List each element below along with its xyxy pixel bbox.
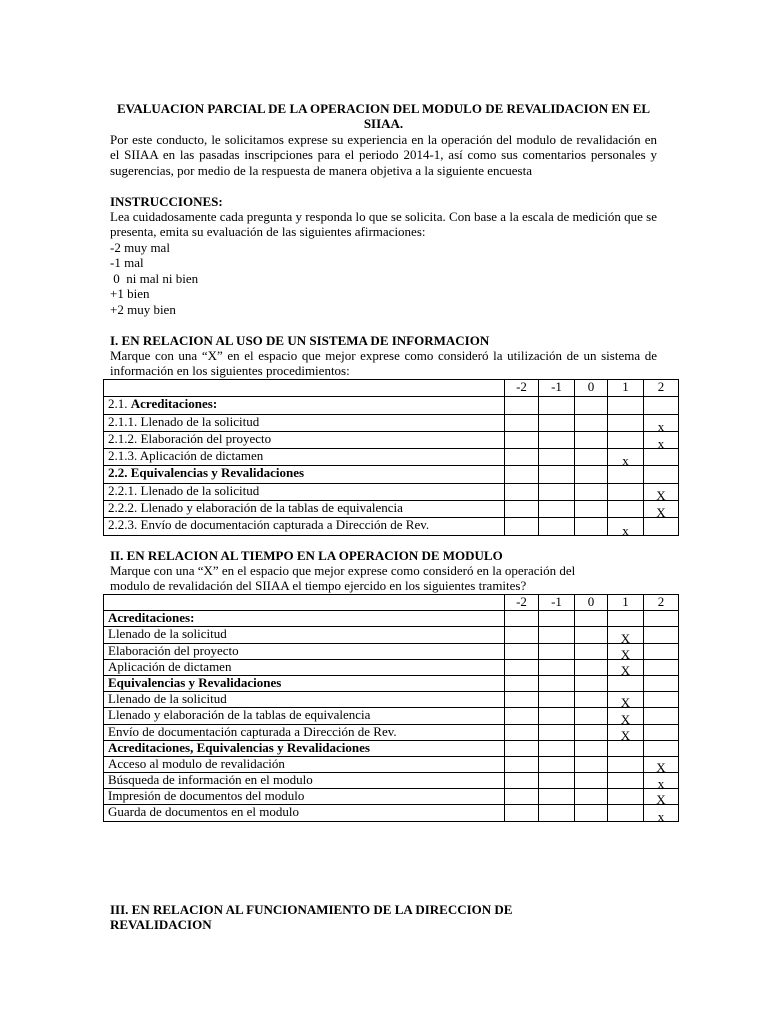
rating-mark: X bbox=[656, 760, 666, 773]
scale-column-header: 2 bbox=[644, 595, 679, 611]
row-label: Llenado y elaboración de la tablas de equivalencia bbox=[104, 708, 505, 724]
rating-cell[interactable] bbox=[539, 397, 575, 414]
rating-mark: X bbox=[620, 630, 631, 644]
rating-cell[interactable] bbox=[575, 724, 608, 740]
group-heading: Equivalencias y Revalidaciones bbox=[108, 675, 282, 690]
rating-cell[interactable] bbox=[575, 397, 608, 414]
section2-table bbox=[103, 594, 679, 822]
rating-cell[interactable] bbox=[505, 692, 539, 708]
table-row bbox=[104, 740, 679, 756]
scale-item: 0 ni mal ni bien bbox=[110, 270, 199, 286]
rating-cell[interactable] bbox=[608, 397, 644, 414]
table-row bbox=[104, 643, 679, 659]
rating-cell[interactable] bbox=[539, 659, 575, 675]
rating-cell[interactable] bbox=[505, 414, 539, 431]
rating-cell[interactable] bbox=[539, 740, 575, 756]
rating-cell[interactable] bbox=[505, 611, 539, 627]
group-heading: Acreditaciones, Equivalencias y Revalidaciones bbox=[108, 740, 370, 755]
row-label: 2.1.2. Elaboración del proyecto bbox=[104, 431, 505, 448]
rating-cell[interactable] bbox=[505, 466, 539, 483]
scale-column-header: 0 bbox=[575, 380, 608, 397]
scale-column-header: 1 bbox=[608, 595, 644, 611]
rating-cell[interactable] bbox=[608, 675, 644, 691]
rating-cell[interactable] bbox=[608, 483, 644, 500]
scale-item: +2 muy bien bbox=[110, 301, 176, 317]
rating-cell[interactable] bbox=[644, 659, 679, 675]
scale-column-header: 0 bbox=[575, 595, 608, 611]
rating-cell[interactable] bbox=[539, 675, 575, 691]
rating-cell[interactable] bbox=[608, 643, 644, 659]
table-row bbox=[104, 483, 679, 500]
scale-column-header: 1 bbox=[608, 380, 644, 397]
section2-heading: II. EN RELACION AL TIEMPO EN LA OPERACION DE MODULO bbox=[110, 548, 503, 563]
rating-mark: X bbox=[620, 711, 631, 724]
table-row bbox=[104, 675, 679, 691]
row-label: Llenado de la solicitud bbox=[104, 627, 505, 643]
rating-cell[interactable] bbox=[644, 773, 679, 789]
row-label: Llenado de la solicitud bbox=[104, 692, 505, 708]
document-title: EVALUACION PARCIAL DE LA OPERACION DEL MODULO DE REVALIDACION EN EL SIIAA. bbox=[116, 101, 651, 131]
rating-mark: x bbox=[657, 776, 665, 789]
rating-cell[interactable] bbox=[505, 431, 539, 448]
row-label: Aplicación de dictamen bbox=[104, 659, 505, 675]
rating-cell[interactable] bbox=[505, 740, 539, 756]
rating-cell[interactable] bbox=[575, 659, 608, 675]
rating-cell[interactable] bbox=[505, 708, 539, 724]
rating-cell[interactable] bbox=[644, 789, 679, 805]
table-header-row bbox=[104, 595, 679, 611]
table-row bbox=[104, 789, 679, 805]
rating-cell[interactable] bbox=[505, 483, 539, 500]
rating-mark: x bbox=[622, 453, 629, 466]
rating-mark: X bbox=[620, 662, 631, 676]
rating-cell[interactable] bbox=[608, 805, 644, 821]
rating-cell[interactable] bbox=[539, 449, 575, 466]
rating-cell[interactable] bbox=[575, 692, 608, 708]
row-label: 2.1.1. Llenado de la solicitud bbox=[104, 414, 505, 431]
rating-cell[interactable] bbox=[539, 611, 575, 627]
header-blank-cell bbox=[104, 595, 505, 611]
row-label: 2.1.3. Aplicación de dictamen bbox=[104, 449, 505, 466]
rating-cell[interactable] bbox=[644, 724, 679, 740]
rating-cell[interactable] bbox=[608, 414, 644, 431]
rating-cell[interactable] bbox=[575, 431, 608, 448]
rating-cell[interactable] bbox=[608, 724, 644, 740]
table-row bbox=[104, 431, 679, 448]
rating-cell[interactable] bbox=[539, 773, 575, 789]
rating-cell[interactable] bbox=[608, 708, 644, 724]
section3-heading-line1: III. EN RELACION AL FUNCIONAMIENTO DE LA DIRECCION DE bbox=[110, 902, 513, 917]
table-row bbox=[104, 627, 679, 643]
table-row bbox=[104, 466, 679, 483]
rating-mark: X bbox=[656, 792, 666, 805]
rating-cell[interactable] bbox=[505, 449, 539, 466]
rating-mark: x bbox=[657, 436, 665, 449]
rating-cell[interactable] bbox=[539, 756, 575, 772]
rating-cell[interactable] bbox=[505, 756, 539, 772]
rating-cell[interactable] bbox=[539, 501, 575, 518]
scale-column-header: -1 bbox=[539, 595, 575, 611]
rating-cell[interactable] bbox=[539, 483, 575, 500]
instructions-heading: INSTRUCCIONES: bbox=[110, 194, 223, 209]
rating-cell[interactable] bbox=[644, 449, 679, 466]
section3-heading-line2: REVALIDACION bbox=[110, 917, 212, 932]
rating-cell[interactable] bbox=[608, 692, 644, 708]
rating-cell[interactable] bbox=[505, 805, 539, 821]
section1-prompt: Marque con una “X” en el espacio que mejor exprese como consideró la utilización de un sistema de información en los siguientes procedimientos: bbox=[110, 348, 657, 379]
rating-cell[interactable] bbox=[539, 466, 575, 483]
rating-mark: X bbox=[620, 646, 631, 660]
rating-cell[interactable] bbox=[575, 627, 608, 643]
table-row bbox=[104, 724, 679, 740]
rating-cell[interactable] bbox=[539, 724, 575, 740]
rating-cell[interactable] bbox=[575, 643, 608, 659]
table-row bbox=[104, 501, 679, 518]
rating-cell[interactable] bbox=[575, 483, 608, 500]
rating-cell[interactable] bbox=[575, 805, 608, 821]
rating-cell[interactable] bbox=[575, 414, 608, 431]
rating-cell[interactable] bbox=[644, 414, 679, 431]
rating-cell[interactable] bbox=[575, 740, 608, 756]
rating-cell[interactable] bbox=[539, 708, 575, 724]
rating-cell[interactable] bbox=[575, 501, 608, 518]
rating-cell[interactable] bbox=[608, 756, 644, 772]
section1-table bbox=[103, 379, 679, 536]
rating-cell[interactable] bbox=[608, 501, 644, 518]
table-row bbox=[104, 397, 679, 414]
rating-cell[interactable] bbox=[505, 501, 539, 518]
section2-prompt-line1: Marque con una “X” en el espacio que mejor exprese como consideró en la operación del bbox=[110, 563, 576, 578]
rating-cell[interactable] bbox=[539, 789, 575, 805]
rating-mark: X bbox=[656, 505, 666, 518]
rating-cell[interactable] bbox=[608, 659, 644, 675]
row-label: Guarda de documentos en el modulo bbox=[104, 805, 505, 821]
rating-mark: x bbox=[657, 808, 665, 822]
rating-cell[interactable] bbox=[644, 627, 679, 643]
rating-cell[interactable] bbox=[539, 627, 575, 643]
table-row bbox=[104, 611, 679, 627]
rating-cell[interactable] bbox=[608, 773, 644, 789]
rating-cell[interactable] bbox=[505, 518, 539, 535]
row-label: 2.2.3. Envío de documentación capturada a Dirección de Rev. bbox=[104, 518, 505, 535]
rating-cell[interactable] bbox=[644, 692, 679, 708]
intro-paragraph: Por este conducto, le solicitamos exprese su experiencia en la operación del modulo de revalidación en el SIIAA en las pasadas inscripciones para el periodo 2014-1, así como sus comentarios personales y sugerencias, por medio de la respuesta de manera objetiva a la siguiente encuesta bbox=[110, 132, 657, 178]
rating-cell[interactable] bbox=[644, 756, 679, 772]
row-label: 2.2.2. Llenado y elaboración de la tablas de equivalencia bbox=[104, 501, 505, 518]
rating-cell[interactable] bbox=[644, 397, 679, 414]
rating-cell[interactable] bbox=[644, 611, 679, 627]
rating-cell[interactable] bbox=[505, 643, 539, 659]
rating-cell[interactable] bbox=[505, 724, 539, 740]
rating-cell[interactable] bbox=[644, 501, 679, 518]
rating-cell[interactable] bbox=[539, 805, 575, 821]
rating-cell[interactable] bbox=[608, 611, 644, 627]
row-label bbox=[104, 397, 505, 414]
row-label bbox=[104, 675, 505, 691]
rating-cell[interactable] bbox=[608, 740, 644, 756]
rating-mark: X bbox=[620, 695, 631, 708]
rating-cell[interactable] bbox=[539, 414, 575, 431]
table-row bbox=[104, 518, 679, 535]
scale-item: -2 muy mal bbox=[110, 240, 170, 255]
table-row bbox=[104, 805, 679, 821]
rating-cell[interactable] bbox=[644, 740, 679, 756]
table-row bbox=[104, 692, 679, 708]
rating-cell[interactable] bbox=[644, 643, 679, 659]
row-label: Envío de documentación capturada a Dirección de Rev. bbox=[104, 724, 505, 740]
rating-cell[interactable] bbox=[575, 675, 608, 691]
group-heading: 2.2. Equivalencias y Revalidaciones bbox=[108, 465, 305, 481]
rating-cell[interactable] bbox=[644, 483, 679, 500]
rating-cell[interactable] bbox=[505, 773, 539, 789]
table-row bbox=[104, 449, 679, 466]
rating-cell[interactable] bbox=[608, 431, 644, 448]
rating-mark: x bbox=[622, 522, 629, 536]
rating-cell[interactable] bbox=[575, 518, 608, 535]
rating-cell[interactable] bbox=[644, 675, 679, 691]
rating-cell[interactable] bbox=[575, 789, 608, 805]
table-row bbox=[104, 659, 679, 675]
row-label bbox=[104, 740, 505, 756]
rating-cell[interactable] bbox=[539, 518, 575, 535]
section2-prompt-line2: modulo de revalidación del SIIAA el tiempo ejercido en los siguientes tramites? bbox=[110, 578, 527, 593]
rating-cell[interactable] bbox=[505, 789, 539, 805]
rating-cell[interactable] bbox=[644, 805, 679, 821]
rating-cell[interactable] bbox=[575, 466, 608, 483]
table-row bbox=[104, 756, 679, 772]
scale-column-header: -2 bbox=[505, 380, 539, 397]
rating-cell[interactable] bbox=[505, 397, 539, 414]
rating-cell[interactable] bbox=[608, 466, 644, 483]
row-label: Acceso al modulo de revalidación bbox=[104, 756, 505, 772]
rating-cell[interactable] bbox=[539, 643, 575, 659]
rating-cell[interactable] bbox=[644, 466, 679, 483]
rating-cell[interactable] bbox=[505, 627, 539, 643]
rating-cell[interactable] bbox=[575, 756, 608, 772]
rating-cell[interactable] bbox=[608, 627, 644, 643]
table-row bbox=[104, 414, 679, 431]
rating-cell[interactable] bbox=[608, 789, 644, 805]
rating-cell[interactable] bbox=[505, 675, 539, 691]
group-heading: Acreditaciones: bbox=[108, 610, 195, 626]
rating-cell[interactable] bbox=[575, 611, 608, 627]
rating-cell[interactable] bbox=[644, 708, 679, 724]
table-row bbox=[104, 708, 679, 724]
rating-cell[interactable] bbox=[575, 449, 608, 466]
rating-mark: X bbox=[656, 488, 666, 501]
rating-cell[interactable] bbox=[539, 692, 575, 708]
rating-mark: x bbox=[657, 418, 665, 432]
table-header-row bbox=[104, 380, 679, 397]
rating-cell[interactable] bbox=[575, 773, 608, 789]
scale-column-header: -1 bbox=[539, 380, 575, 397]
instructions-text: Lea cuidadosamente cada pregunta y responda lo que se solicita. Con base a la escala de medición que se presenta, emita su evaluación de las siguientes afirmaciones: bbox=[110, 209, 657, 240]
header-blank-cell bbox=[104, 380, 505, 397]
rating-cell[interactable] bbox=[575, 708, 608, 724]
scale-column-header: -2 bbox=[505, 595, 539, 611]
table-row bbox=[104, 773, 679, 789]
rating-cell[interactable] bbox=[644, 518, 679, 535]
rating-cell[interactable] bbox=[608, 518, 644, 535]
rating-cell[interactable] bbox=[505, 659, 539, 675]
scale-item: -1 mal bbox=[110, 255, 144, 271]
row-label: Búsqueda de información en el modulo bbox=[104, 773, 505, 789]
row-label: Elaboración del proyecto bbox=[104, 643, 505, 659]
row-label bbox=[104, 466, 505, 483]
section1-heading: I. EN RELACION AL USO DE UN SISTEMA DE INFORMACION bbox=[110, 333, 490, 348]
rating-cell[interactable] bbox=[608, 449, 644, 466]
rating-scale-list bbox=[110, 240, 657, 317]
scale-item: +1 bien bbox=[110, 286, 150, 302]
row-label bbox=[104, 611, 505, 627]
row-label: 2.2.1. Llenado de la solicitud bbox=[104, 483, 505, 500]
rating-cell[interactable] bbox=[539, 431, 575, 448]
rating-mark: X bbox=[620, 727, 631, 741]
rating-cell[interactable] bbox=[644, 431, 679, 448]
group-number: 2.1. bbox=[108, 396, 131, 412]
row-label: Impresión de documentos del modulo bbox=[104, 789, 505, 805]
group-heading: Acreditaciones: bbox=[130, 396, 218, 412]
scale-column-header: 2 bbox=[644, 380, 679, 397]
